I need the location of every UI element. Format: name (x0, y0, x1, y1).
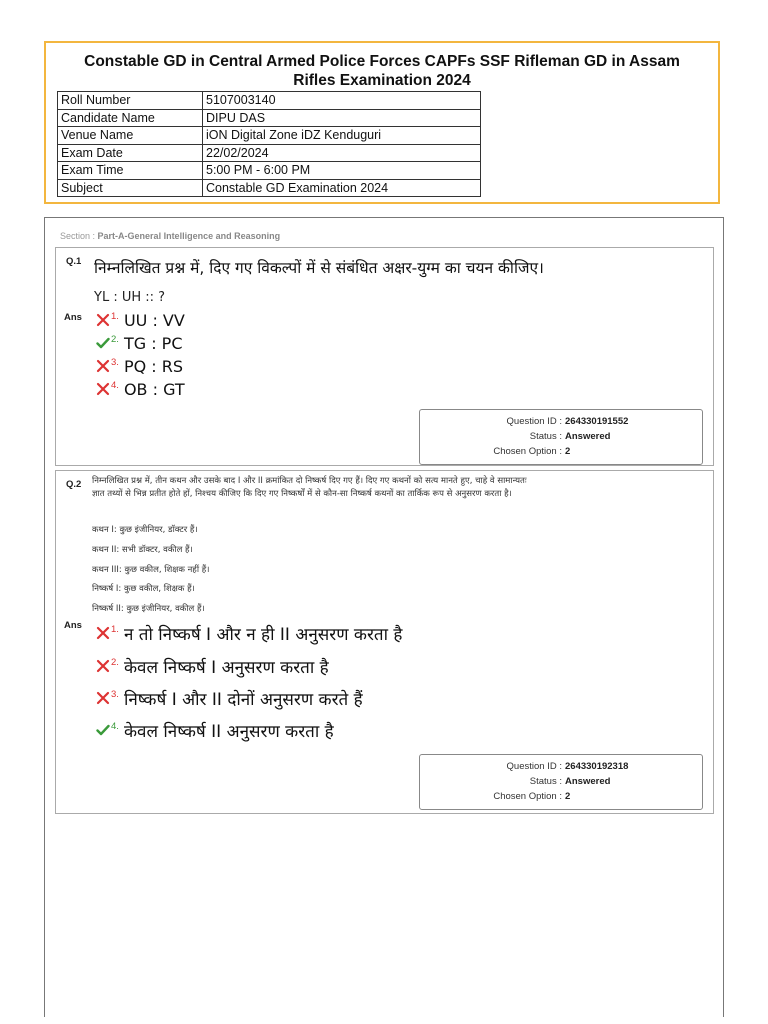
cross-icon (96, 382, 110, 396)
statement-line: कथन III: कुछ वकील, शिक्षक नहीं हैं। (92, 565, 210, 575)
info-key: Exam Time (58, 162, 203, 180)
info-key: Subject (58, 179, 203, 197)
option-number: 2. (111, 333, 119, 345)
option-3 (96, 355, 183, 377)
question-number: Q.2 (66, 479, 82, 490)
statement-line: कथन II: सभी डॉक्टर, वकील हैं। (92, 545, 193, 555)
check-icon (96, 723, 110, 737)
question-card-1 (55, 247, 714, 466)
table-row (58, 109, 481, 127)
cross-icon (96, 691, 110, 705)
table-row (58, 162, 481, 180)
option-text: TG : PC (123, 333, 183, 353)
info-value: Constable GD Examination 2024 (203, 179, 481, 197)
chosen-option-value: 2 (565, 446, 571, 457)
option-text: केवल निष्कर्ष I अनुसरण करता है (123, 657, 329, 678)
option-number: 3. (111, 688, 119, 700)
option-text: केवल निष्कर्ष II अनुसरण करता है (123, 721, 334, 742)
question-text: निम्नलिखित प्रश्न में, दिए गए विकल्पों में से संबंधित अक्षर-युग्म का चयन कीजिए। (94, 259, 544, 277)
info-value: iON Digital Zone iDZ Kenduguri (203, 127, 481, 145)
info-key: Exam Date (58, 144, 203, 162)
table-row (58, 144, 481, 162)
info-value: DIPU DAS (203, 109, 481, 127)
section-name: Part-A-General Intelligence and Reasoning (97, 231, 281, 241)
info-key: Roll Number (58, 92, 203, 110)
candidate-info-table (57, 91, 481, 197)
option-text: UU : VV (123, 310, 185, 330)
info-key: Candidate Name (58, 109, 203, 127)
question-id: 264330192318 (565, 761, 629, 772)
option-text: न तो निष्कर्ष I और न ही II अनुसरण करता है (123, 624, 403, 645)
question-number: Q.1 (66, 256, 82, 267)
section-label (60, 231, 280, 241)
option-text: OB : GT (123, 379, 185, 399)
info-value: 5:00 PM - 6:00 PM (203, 162, 481, 180)
option-number: 2. (111, 656, 119, 668)
question-id: 264330191552 (565, 416, 629, 427)
option-4 (96, 719, 334, 741)
question-card-2 (55, 470, 714, 814)
option-2 (96, 655, 329, 677)
question-meta-box (419, 409, 703, 465)
info-value: 5107003140 (203, 92, 481, 110)
conclusion-line: निष्कर्ष II: कुछ इंजीनियर, वकील हैं। (92, 604, 205, 614)
option-text: निष्कर्ष I और II दोनों अनुसरण करते हैं (123, 689, 363, 710)
option-1 (96, 622, 402, 644)
option-2 (96, 332, 183, 354)
chosen-option-label: Chosen Option : (493, 446, 562, 457)
section-prefix: Section : (60, 231, 96, 241)
option-number: 1. (111, 623, 119, 635)
question-id-label: Question ID : (506, 761, 562, 772)
answer-label: Ans (64, 620, 82, 631)
table-row (58, 179, 481, 197)
table-row (58, 127, 481, 145)
option-number: 3. (111, 356, 119, 368)
chosen-option-value: 2 (565, 791, 571, 802)
question-subtext: YL : UH :: ? (94, 290, 166, 305)
question-id-label: Question ID : (506, 416, 562, 427)
option-4 (96, 378, 185, 400)
option-number: 4. (111, 379, 119, 391)
cross-icon (96, 659, 110, 673)
option-3 (96, 687, 363, 709)
statement-line: कथन I: कुछ इंजीनियर, डॉक्टर हैं। (92, 525, 198, 535)
cross-icon (96, 313, 110, 327)
cross-icon (96, 626, 110, 640)
info-key: Venue Name (58, 127, 203, 145)
cross-icon (96, 359, 110, 373)
status-value: Answered (565, 431, 611, 442)
exam-title: Constable GD in Central Armed Police Forces CAPFs SSF Rifleman GD in Assam Rifles Examination 2024 (84, 53, 680, 89)
option-number: 4. (111, 720, 119, 732)
info-value: 22/02/2024 (203, 144, 481, 162)
exam-header (44, 41, 720, 204)
status-value: Answered (565, 776, 611, 787)
question-meta-box (419, 754, 703, 810)
chosen-option-label: Chosen Option : (493, 791, 562, 802)
option-number: 1. (111, 310, 119, 322)
status-label: Status : (529, 776, 562, 787)
status-label: Status : (529, 431, 562, 442)
check-icon (96, 336, 110, 350)
table-row (58, 92, 481, 110)
option-text: PQ : RS (123, 356, 184, 376)
question-text: निम्नलिखित प्रश्न में, तीन कथन और उसके बाद I और II क्रमांकित दो निष्कर्ष दिए गए हैं। दिए गए कथनों को सत्य मानते हुए, चाहे वे सामान्यतः ज्ञात तथ्यों से भिन्न प्रतीत होते हों, निश्चय कीजिए कि दिए गए निष्कर्षों में से कौन-सा निष्कर्ष कथनों का तार्किक रूप से अनुसरण करता है। (92, 476, 527, 499)
answer-label: Ans (64, 312, 82, 323)
conclusion-line: निष्कर्ष I: कुछ वकील, शिक्षक हैं। (92, 584, 195, 594)
option-1 (96, 309, 185, 331)
